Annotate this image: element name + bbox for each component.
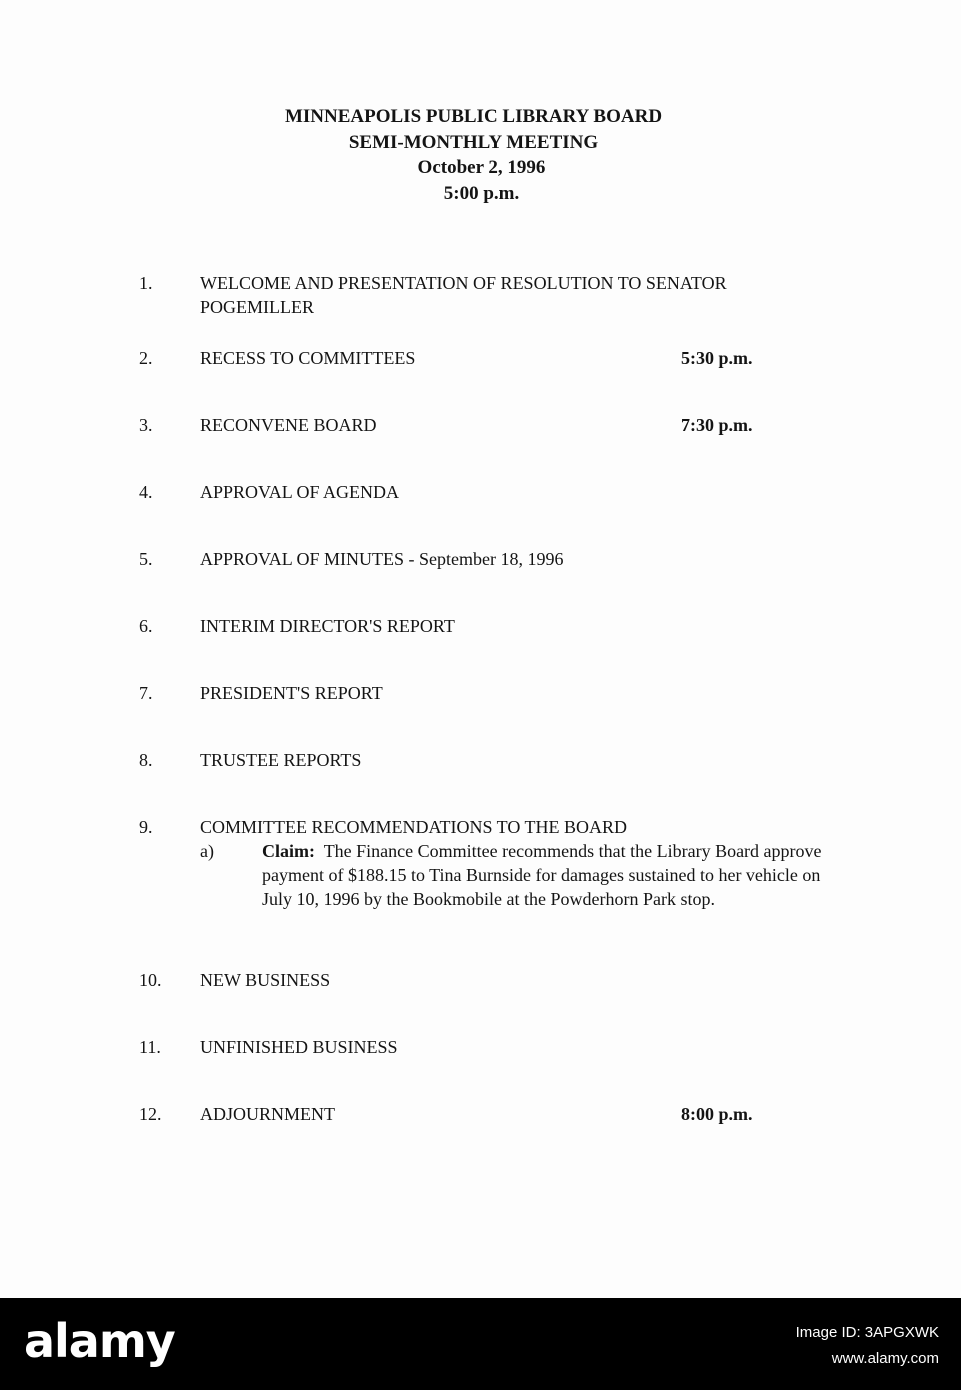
watermark-banner: [0, 1298, 961, 1390]
agenda-number: 6.: [139, 616, 153, 636]
agenda-title: WELCOME AND PRESENTATION OF RESOLUTION TO SENATOR POGEMILLER: [200, 273, 727, 317]
agenda-number: 1.: [139, 273, 153, 293]
agenda-number: 5.: [139, 549, 153, 569]
header-organization: MINNEAPOLIS PUBLIC LIBRARY BOARD: [284, 106, 663, 127]
agenda-number: 10.: [139, 970, 162, 990]
agenda-title: UNFINISHED BUSINESS: [200, 1037, 398, 1057]
agenda-title: INTERIM DIRECTOR'S REPORT: [200, 616, 455, 636]
agenda-time: 5:30 p.m.: [681, 348, 753, 368]
agenda-title: RECESS TO COMMITTEES: [200, 348, 416, 368]
agenda-number: 8.: [139, 750, 153, 770]
header-time: 5:00 p.m.: [443, 182, 520, 204]
agenda-title: NEW BUSINESS: [200, 970, 331, 990]
image-id-label: Image ID: 3APGXWK: [795, 1324, 939, 1341]
agenda-title: APPROVAL OF MINUTES - September 18, 1996: [200, 549, 564, 569]
agenda-number: 11.: [139, 1037, 161, 1057]
agenda-number: 12.: [139, 1104, 162, 1124]
subitem-body: The Finance Committee recommends that the Library Board approve payment of $188.15 to Tina Burnside for damages sustained to her vehicle on July 10, 1996 by the Bookmobile at the Powderhorn Park stop.: [262, 841, 822, 909]
agenda-time: 8:00 p.m.: [681, 1104, 753, 1124]
agenda-number: 3.: [139, 415, 153, 435]
agenda-number: 9.: [139, 817, 153, 837]
alamy-logo: alamy: [24, 1314, 175, 1368]
agenda-title: PRESIDENT'S REPORT: [200, 683, 383, 703]
agenda-title: RECONVENE BOARD: [200, 415, 377, 435]
subitem-text: [262, 839, 822, 911]
agenda-title: COMMITTEE RECOMMENDATIONS TO THE BOARD: [200, 817, 628, 837]
agenda-number: 4.: [139, 482, 153, 502]
agenda-time: 7:30 p.m.: [681, 415, 753, 435]
agenda-number: 2.: [139, 348, 153, 368]
agenda-title: APPROVAL OF AGENDA: [200, 482, 400, 502]
agenda-title: TRUSTEE REPORTS: [200, 750, 362, 770]
header-date: October 2, 1996: [417, 157, 546, 178]
document-header: [0, 104, 961, 206]
agenda-title: ADJOURNMENT: [200, 1104, 335, 1124]
agenda-number: 7.: [139, 683, 153, 703]
subitem-label: Claim:: [262, 841, 315, 861]
site-url: www.alamy.com: [831, 1350, 939, 1367]
header-meeting-type: SEMI-MONTHLY MEETING: [348, 131, 599, 153]
subitem-letter: a): [200, 841, 214, 861]
